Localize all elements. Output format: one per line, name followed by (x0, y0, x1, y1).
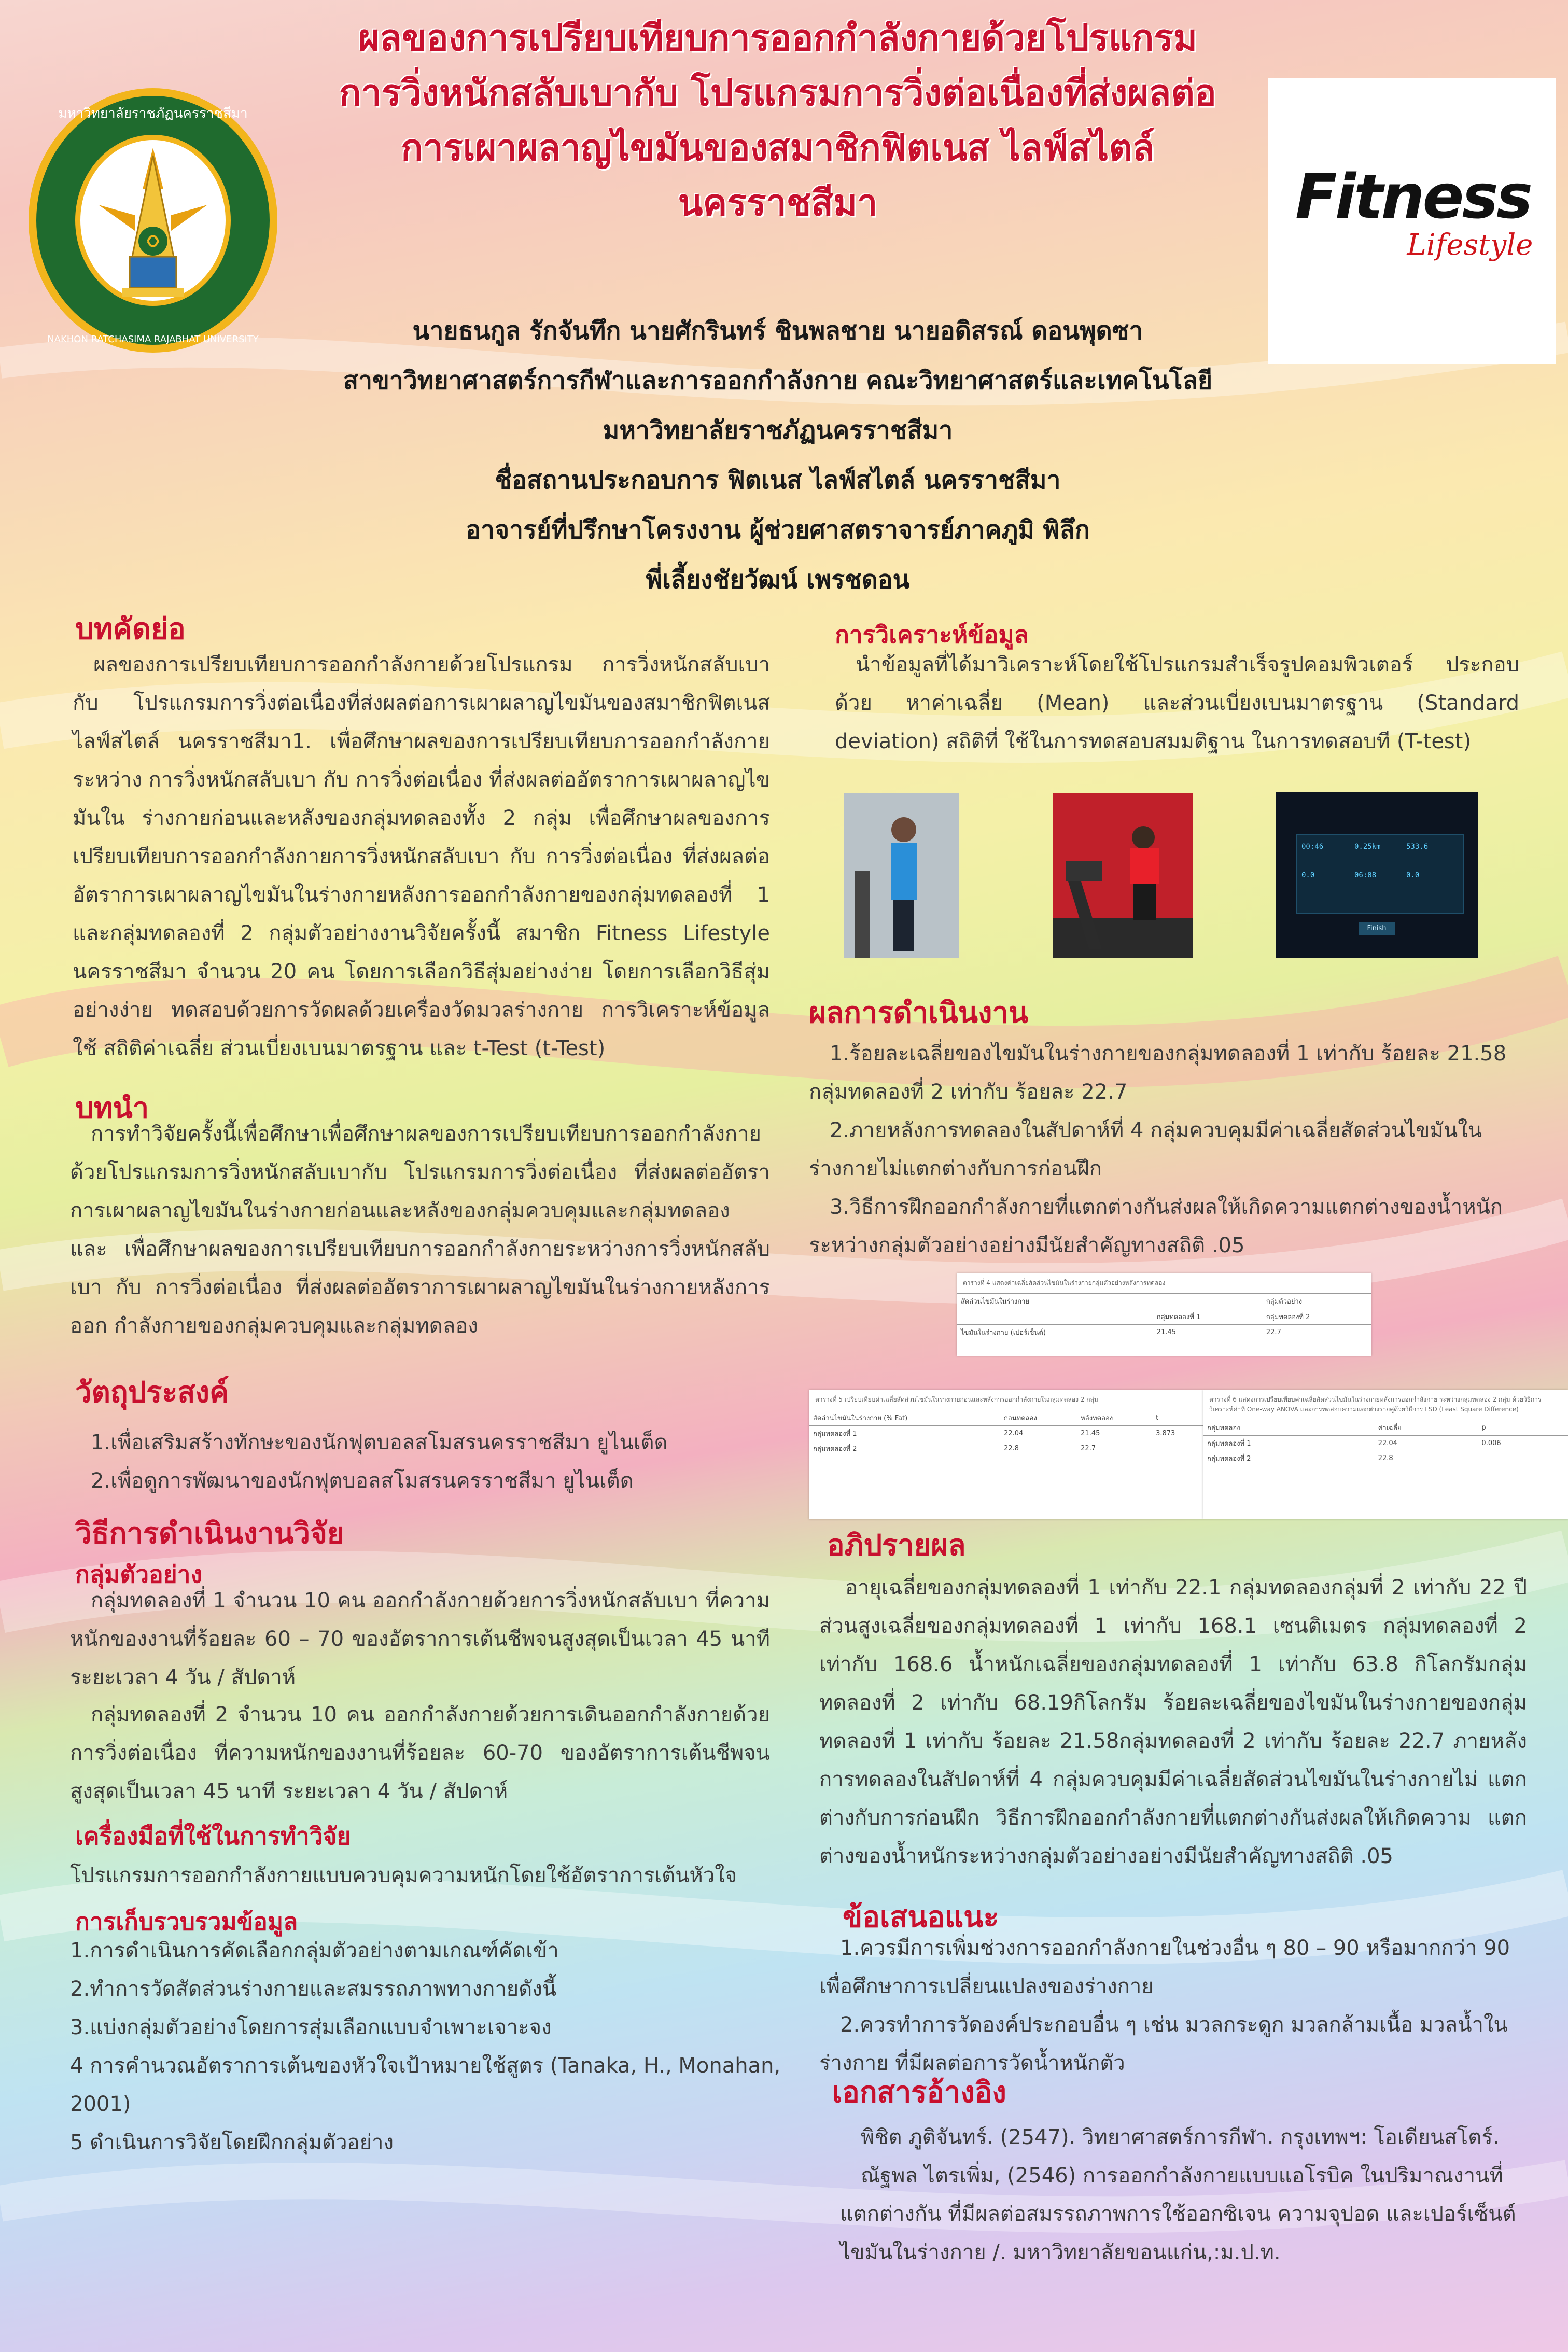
sample-paragraph-1: กลุ่มทดลองที่ 1 จำนวน 10 คน ออกกำลังกายด้วยการวิ่งหนักสลับเบา ที่ความหนักของงานที่ร้อยละ 60 – 70 ของอัตราการเต้นชีพจนสูงสุดเป็นเวลา 45 นาที ระยะเวลา 4 วัน / สัปดาห์ (70, 1589, 770, 1689)
display-distance: 0.25km (1354, 843, 1381, 851)
seal-bottom-text: NAKHON RATCHASIMA RAJABHAT UNIVERSITY (47, 334, 259, 345)
seal-top-text: มหาวิทยาลัยราชภัฏนครราชสีมา (58, 106, 248, 121)
table-cell: สัดส่วนไขมันในร่างกาย (957, 1294, 1153, 1309)
workplace-line: ชื่อสถานประกอบการ ฟิตเนส ไลฟ์สไตล์ นครราชสีมา (495, 466, 1061, 495)
intro-heading: บทนำ (75, 1091, 149, 1125)
display-pace: 06:08 (1354, 871, 1377, 879)
table-4-caption: ตารางที่ 4 แสดงค่าเฉลี่ยสัดส่วนไขมันในร่างกายกลุ่มตัวอย่างหลังการทดลอง (963, 1279, 1166, 1286)
table-cell: 22.8 (1378, 1454, 1393, 1462)
table-cell: หลังทดลอง (1076, 1410, 1152, 1426)
mentor-line: พี่เลี้ยงชัยวัฒน์ เพรชดอน (646, 565, 910, 594)
table-cell: กลุ่มทดลองที่ 1 (1153, 1309, 1262, 1325)
suggestion-item: 1.ควรมีการเพิ่มช่วงการออกกำลังกายในช่วงอื่น ๆ 80 – 90 หรือมากกว่า 90 เพื่อศึกษาการเปลี่ยนแปลงของร่างกาย (819, 1936, 1510, 1998)
result-item: 2.ภายหลังการทดลองในสัปดาห์ที่ 4 กลุ่มควบคุมมีค่าเฉลี่ยสัดส่วนไขมันใน ร่างกายไม่แตกต่างกับการก่อนฝึก (809, 1118, 1482, 1181)
table-5-grid (809, 1410, 1203, 1456)
table-cell: 22.04 (1000, 1426, 1076, 1441)
advisor-line: อาจารย์ที่ปรึกษาโครงงาน ผู้ช่วยศาสตราจารย์ภาคภูมิ พิลึก (466, 515, 1090, 544)
table-cell: 21.45 (1076, 1426, 1152, 1441)
objectives-heading: วัตถุประสงค์ (75, 1376, 229, 1409)
objective-item: 1.เพื่อเสริมสร้างทักษะของนักฟุตบอลสโมสรนครราชสีมา ยูไนเต็ด (91, 1431, 668, 1454)
reference-item: พิชิต ภูติจันทร์. (2547). วิทยาศาสตร์การกีฬา. กรุงเทพฯ: โอเดียนสโตร์. (861, 2125, 1500, 2149)
display-speed: 0.0 (1301, 871, 1315, 879)
table-cell (1152, 1441, 1203, 1456)
table-cell: กลุ่มทดลองที่ 2 (813, 1445, 857, 1453)
results-heading: ผลการดำเนินงาน (809, 996, 1029, 1030)
table-cell: กลุ่มทดลอง (1203, 1420, 1374, 1436)
table-cell: กลุ่มทดลองที่ 1 (809, 1426, 1000, 1441)
table-cell: 22.8 (1004, 1445, 1019, 1452)
table-5 (809, 1390, 1203, 1519)
table-4 (957, 1273, 1371, 1356)
intro-text: การทำวิจัยครั้งนี้เพื่อศึกษาเพื่อศึกษาผลของการเปรียบเทียบการออกกำลังกาย ด้วยโปรแกรมการวิ่งหนักสลับเบากับ โปรแกรมการวิ่งต่อเนื่อง ที่ส่งผลต่ออัตรา การเผาผลาญไขมันในร่างกายก่อนและหลังของกลุ่มควบคุมและกลุ่มทดลอง และ เพื่อศึกษาผลของการเปรียบเทียบการออกกำลังกายระหว่างการวิ่งหนักสลับเบา กับ การวิ่งต่อเนื่อง ที่ส่งผลต่ออัตราการเผาผลาญไขมันในร่างกายหลังการออก กำลังกายของกลุ่มควบคุมและกลุ่มทดลอง (70, 1122, 770, 1338)
university-line: มหาวิทยาลัยราชภัฏนครราชสีมา (603, 416, 953, 445)
poster-title (280, 10, 1276, 230)
table-cell: 3.873 (1152, 1426, 1203, 1441)
collection-item: 5 ดำเนินการวิจัยโดยฝึกกลุ่มตัวอย่าง (70, 2131, 394, 2154)
table-cell: กลุ่มทดลองที่ 2 (1262, 1309, 1371, 1325)
sample-paragraph-2: กลุ่มทดลองที่ 2 จำนวน 10 คน ออกกำลังกายด้วยการเดินออกกำลังกายด้วย การวิ่งต่อเนื่อง ที่ความหนักของงานที่ร้อยละ 60-70 ของอัตราการเต้นชีพจน สูงสุดเป็นเวลา 45 นาที ระยะเวลา 4 วัน / สัปดาห์ (70, 1703, 770, 1803)
result-item: 1.ร้อยละเฉลี่ยของไขมันในร่างกายของกลุ่มทดลองที่ 1 เท่ากับ ร้อยละ 21.58 กลุ่มทดลองที่ 2 เท่ากับ ร้อยละ 22.7 (809, 1042, 1507, 1104)
sample-heading: กลุ่มตัวอย่าง (75, 1560, 202, 1588)
tools-text: โปรแกรมการออกกำลังกายแบบควบคุมความหนักโดยใช้อัตราการเต้นหัวใจ (70, 1864, 737, 1887)
objectives-list (91, 1423, 765, 1500)
title-line: การวิ่งหนักสลับเบากับ โปรแกรมการวิ่งต่อเนื่องที่ส่งผลต่อ (339, 72, 1216, 114)
table-cell: ค่าเฉลี่ย (1374, 1420, 1478, 1436)
photo-treadmill-runner (1053, 793, 1193, 958)
table-cell: กลุ่มทดลองที่ 1 (1203, 1436, 1374, 1451)
title-line: การเผาผลาญไขมันของสมาชิกฟิตเนส ไลฟ์สไตล์ (401, 127, 1155, 169)
suggestions-heading: ข้อเสนอแนะ (843, 1900, 999, 1934)
reference-item: ณัฐพล ไตรเพิ่ม, (2546) การออกกำลังกายแบบแอโรบิค ในปริมาณงานที่ แตกต่างกัน ที่มีผลต่อสมรรถภาพการใช้ออกซิเจน ความจุปอด และเปอร์เซ็นต์ ไขมันในร่างกาย /. มหาวิทยาลัยขอนแก่น,:ม.ป.ท. (840, 2164, 1516, 2264)
table-cell: t (1152, 1410, 1203, 1426)
analysis-heading: การวิเคราะห์ข้อมูล (835, 621, 1029, 649)
author-block (218, 306, 1338, 605)
table-cell: 22.04 (1374, 1436, 1478, 1451)
table-6-caption: ตารางที่ 6 แสดงการเปรียบเทียบค่าเฉลี่ยสัดส่วนไขมันในร่างกายหลังการออกกำลังกาย ระหว่างกลุ่มทดลอง 2 กลุ่ม ด้วยวิธีการวิเคราะห์ค่าที One-way ANOVA และการทดสอบความแตกต่างรายคู่ด้วยวิธีการ LSD (Least Square Difference) (1209, 1396, 1542, 1413)
logo-lifestyle-text: Lifestyle (1407, 228, 1533, 262)
references-list (840, 2118, 1535, 2272)
table-5-caption: ตารางที่ 5 เปรียบเทียบค่าเฉลี่ยสัดส่วนไขมันในร่างกายก่อนและหลังการออกกำลังกายในกลุ่มทดลอง 2 กลุ่ม (815, 1396, 1098, 1403)
table-cell: กลุ่มทดลองที่ 2 (1207, 1455, 1251, 1463)
discussion-text: อายุเฉลี่ยของกลุ่มทดลองที่ 1 เท่ากับ 22.1 กลุ่มทดลองกลุ่มที่ 2 เท่ากับ 22 ปี ส่วนสูงเฉลี่ยของกลุ่มทดลองที่ 1 เท่ากับ 168.1 เซนติเมตร กลุ่มทดลองที่ 2 เท่ากับ 168.6 น้ำหนักเฉลี่ยของกลุ่มทดลองที่ 1 เท่ากับ 63.8 กิโลกรัมกลุ่ม ทดลองที่ 2 เท่ากับ 68.19กิโลกรัม ร้อยละเฉลี่ยของไขมันในร่างกายของกลุ่ม ทดลองที่ 1 เท่ากับ ร้อยละ 21.58กลุ่มทดลองที่ 2 เท่ากับ ร้อยละ 22.7 ภายหลัง การทดลองในสัปดาห์ที่ 4 กลุ่มควบคุมมีค่าเฉลี่ยสัดส่วนไขมันในร่างกายไม่ แตกต่างกับการก่อนฝึก วิธีการฝึกออกกำลังกายที่แตกต่างกันส่งผลให้เกิดความ แตกต่างของน้ำหนักระหว่างกลุ่มตัวอย่างอย่างมีนัยสำคัญทางสถิติ .05 (819, 1576, 1527, 1868)
table-4-grid (957, 1293, 1371, 1340)
collection-heading: การเก็บรวบรวมข้อมูล (75, 1908, 298, 1936)
table-cell: 22.7 (1081, 1445, 1096, 1452)
discussion-heading: อภิปรายผล (827, 1529, 966, 1562)
display-time: 00:46 (1301, 843, 1324, 851)
display-incline: 0.0 (1406, 871, 1420, 879)
objective-item: 2.เพื่อดูการพัฒนาของนักฟุตบอลสโมสรนครราชสีมา ยูไนเต็ด (91, 1469, 634, 1493)
display-calories: 533.6 (1406, 843, 1429, 851)
result-item: 3.วิธีการฝึกออกกำลังกายที่แตกต่างกันส่งผลให้เกิดความแตกต่างของน้ำหนัก ระหว่างกลุ่มตัวอย่างอย่างมีนัยสำคัญทางสถิติ .05 (809, 1195, 1503, 1257)
table-cell: ไขมันในร่างกาย (เปอร์เซ็นต์) (957, 1325, 1153, 1340)
treadmill-finish-button: Finish (1359, 922, 1395, 935)
table-cell (1477, 1451, 1568, 1466)
references-heading: เอกสารอ้างอิง (832, 2076, 1006, 2109)
table-cell: สัดส่วนไขมันในร่างกาย (% Fat) (809, 1410, 1000, 1426)
table-cell: 21.45 (1153, 1325, 1262, 1340)
suggestions-list (819, 1929, 1535, 2082)
table-cell (957, 1309, 1153, 1325)
collection-item: 3.แบ่งกลุ่มตัวอย่างโดยการสุ่มเลือกแบบจำเพาะเจาะจง (70, 2015, 552, 2039)
collection-list (70, 1931, 791, 2162)
table-cell: 22.7 (1262, 1325, 1371, 1340)
title-line: ผลของการเปรียบเทียบการออกกำลังกายด้วยโปรแกรม (358, 17, 1198, 59)
suggestion-item: 2.ควรทำการวัดองค์ประกอบอื่น ๆ เช่น มวลกระดูก มวลกล้ามเนื้อ มวลน้ำใน ร่างกาย ที่มีผลต่อการวัดน้ำหนักตัว (819, 2013, 1508, 2075)
title-line: นครราชสีมา (678, 181, 878, 224)
results-list (809, 1034, 1530, 1265)
tools-heading: เครื่องมือที่ใช้ในการทำวิจัย (75, 1822, 351, 1850)
abstract-heading: บทคัดย่อ (75, 612, 186, 646)
author-line: นายธนกูล รักจันทึก นายศักรินทร์ ชินพลชาย นายอดิสรณ์ ดอนพุดซา (412, 316, 1143, 345)
collection-item: 1.การดำเนินการคัดเลือกกลุ่มตัวอย่างตามเกณฑ์คัดเข้า (70, 1939, 559, 1963)
collection-item: 2.ทำการวัดสัดส่วนร่างกายและสมรรถภาพทางกายดังนี้ (70, 1977, 557, 2001)
table-6-grid (1203, 1420, 1568, 1466)
analysis-text: นำข้อมูลที่ได้มาวิเคราะห์โดยใช้โปรแกรมสำเร็จรูปคอมพิวเตอร์ ประกอบด้วย หาค่าเฉลี่ย (Mean) และส่วนเบี่ยงเบนมาตรฐาน (Standard deviation) สถิติที่ ใช้ในการทดสอบสมมติฐาน ในการทดสอบที (T-test) (835, 653, 1519, 753)
abstract-text: ผลของการเปรียบเทียบการออกกำลังกายด้วยโปรแกรม การวิ่งหนักสลับเบากับ โปรแกรมการวิ่งต่อเนื่องที่ส่งผลต่อการเผาผลาญไขมันของสมาชิกฟิตเนส ไลฟ์สไตล์ นครราชสีมา1. เพื่อศึกษาผลของการเปรียบเทียบการออกกำลังกายระหว่าง การวิ่งหนักสลับเบา กับ การวิ่งต่อเนื่อง ที่ส่งผลต่ออัตราการเผาผลาญไขมันใน ร่างกายก่อนและหลังของกลุ่มทดลองทั้ง 2 กลุ่ม เพื่อศึกษาผลของการ เปรียบเทียบการออกกำลังกายการวิ่งหนักสลับเบา กับ การวิ่งต่อเนื่อง ที่ส่งผลต่อ อัตราการเผาผลาญไขมันในร่างกายหลังการออกกำลังกายของกลุ่มทดลองที่ 1 และกลุ่มทดลองที่ 2 กลุ่มตัวอย่างงานวิจัยครั้งนี้ สมาชิก Fitness Lifestyle นครราชสีมา จำนวน 20 คน โดยการเลือกวิธีสุ่มอย่างง่าย โดยการเลือกวิธีสุ่ม อย่างง่าย ทดสอบด้วยการวัดผลด้วยเครื่องวัดมวลร่างกาย การวิเคราะห์ข้อมูลใช้ สถิติค่าเฉลี่ย ส่วนเบี่ยงเบนมาตรฐาน และ t-Test (t-Test) (73, 653, 770, 1060)
table-cell: p (1477, 1420, 1568, 1436)
table-cell: กลุ่มตัวอย่าง (1262, 1294, 1371, 1309)
table-cell: 0.006 (1477, 1436, 1568, 1451)
collection-item: 4 การคำนวณอัตราการเต้นของหัวใจเป้าหมายใช้สูตร (Tanaka, H., Monahan, 2001) (70, 2054, 781, 2116)
photo-subject-standing (844, 793, 959, 958)
treadmill-screen (1296, 834, 1464, 914)
methods-heading: วิธีการดำเนินงานวิจัย (75, 1517, 344, 1550)
table-6 (1203, 1390, 1568, 1519)
table-cell: ก่อนทดลอง (1000, 1410, 1076, 1426)
affiliation-line: สาขาวิทยาศาสตร์การกีฬาและการออกกำลังกาย คณะวิทยาศาสตร์และเทคโนโลยี (343, 366, 1213, 395)
photo-treadmill-display (1276, 792, 1478, 958)
logo-fitness-text: Fitness (1295, 161, 1531, 232)
